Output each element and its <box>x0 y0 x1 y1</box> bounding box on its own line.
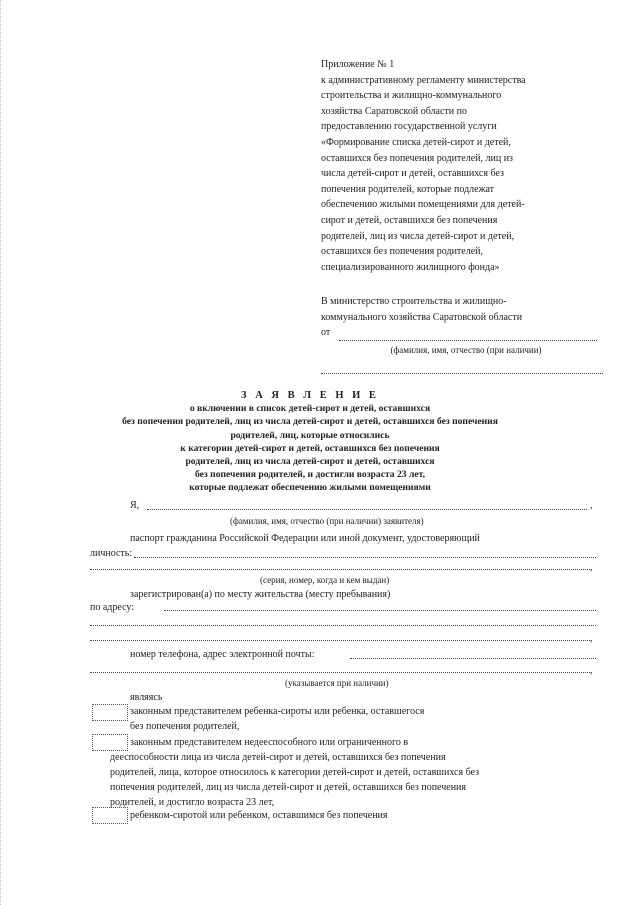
annex-line: числа детей-сирот и детей, оставшихся без <box>321 168 504 180</box>
option2-text: законным представителем недееспособного или ограниченного в <box>130 737 409 748</box>
registered-text: зарегистрирован(а) по месту жительства (месту пребывания) <box>130 589 391 600</box>
option2-checkbox[interactable] <box>92 734 128 751</box>
annex-line: предоставлению государственной услуги <box>321 121 497 133</box>
title-line: З А Я В Л Е Н И Е <box>241 390 379 401</box>
title-line: родителей, лиц из числа детей-сирот и детей, оставшихся <box>185 456 435 468</box>
ya-label: Я, <box>130 500 140 511</box>
being-text: являясь <box>130 692 163 703</box>
annex-line: «Формирование списка детей-сирот и детей, <box>321 136 511 148</box>
passport-field-1[interactable] <box>134 557 596 558</box>
annex-line: оставшихся без попечения родителей, лиц из <box>321 152 514 164</box>
phone-field-2[interactable] <box>90 672 590 673</box>
annex-line: родителей, лиц из числа детей-сирот и детей, <box>321 230 515 242</box>
addressee-caption: (фамилия, имя, отчество (при наличии) <box>390 344 542 355</box>
option2-text-2: дееспособности лица из числа детей-сирот и детей, оставшихся без попечения <box>110 752 446 763</box>
annex-line: специализированного жилищного фонда» <box>321 261 500 273</box>
address-field-2[interactable] <box>90 625 596 626</box>
title-line: без попечения родителей, и достигли возраста 23 лет, <box>195 469 425 481</box>
passport-text-2: личность: <box>90 548 133 559</box>
addressee-line: коммунального хозяйства Саратовской области <box>321 311 523 323</box>
option2-text-3: родителей, лица, которое относилось к категории детей-сирот и детей, оставшихся без <box>110 767 480 778</box>
annex-line: оставшихся без попечения родителей, <box>321 246 484 258</box>
annex-line: сирот и детей, оставшихся без попечения <box>321 214 498 226</box>
annex-line: строительства и жилищно-коммунального <box>321 90 502 102</box>
registered-text-2: по адресу: <box>90 602 135 613</box>
annex-line: к административному регламенту министерства <box>321 74 526 86</box>
addressee-extra-field[interactable] <box>321 365 603 374</box>
address-field-1[interactable] <box>164 610 596 611</box>
annex-line: обеспечению жилыми помещениями для детей- <box>321 199 525 211</box>
fio-caption: (фамилия, имя, отчество (при наличии) заявителя) <box>230 516 424 526</box>
phone-text: номер телефона, адрес электронной почты: <box>130 649 315 660</box>
passport-text: паспорт гражданина Российской Федерации или иной документ, удостоверяющий <box>130 533 480 544</box>
document-title <box>100 389 520 495</box>
option3-checkbox[interactable] <box>92 807 128 824</box>
passport-caption: (серия, номер, когда и кем выдан) <box>260 575 390 585</box>
option2-text-4: попечения родителей, лиц из числа детей-сирот и детей, оставшихся без попечения <box>110 782 467 793</box>
phone-field-1[interactable] <box>350 658 596 659</box>
annex-line: хозяйства Саратовской области по <box>321 105 467 117</box>
addressee-from-label: от <box>321 327 331 338</box>
annex-line: попечения родителей, которые подлежат <box>321 183 495 195</box>
option2-text-5: родителей, и достигло возраста 23 лет, <box>110 797 275 808</box>
annex-line: Приложение № 1 <box>321 59 395 70</box>
applicant-name-field[interactable] <box>147 509 587 510</box>
passport-field-2[interactable] <box>90 569 590 570</box>
option1-text: законным представителем ребенка-сироты или ребенка, оставшегося <box>130 706 425 717</box>
phone-caption: (указывается при наличии) <box>285 678 389 688</box>
option1-checkbox[interactable] <box>92 704 128 721</box>
addressee-line: В министерство строительства и жилищно- <box>321 296 507 307</box>
title-line: о включении в список детей-сирот и детей, оставшихся <box>189 403 431 415</box>
address-field-3[interactable] <box>90 640 590 641</box>
title-line: родителей, лиц, которые относились <box>230 429 390 441</box>
annex-header <box>321 57 611 275</box>
addressee-name-field[interactable] <box>339 328 597 341</box>
title-line: которые подлежат обеспечению жилыми помещениями <box>189 482 431 494</box>
addressee-from-row <box>321 325 611 341</box>
title-line: без попечения родителей, лиц из числа детей-сирот и детей, оставшихся без попечения <box>122 416 498 428</box>
page-edge <box>0 0 4 905</box>
comma: , <box>590 562 593 573</box>
title-line: к категории детей-сирот и детей, оставшихся без попечения <box>180 442 440 454</box>
option1-text-2: без попечения родителей, <box>130 721 240 732</box>
comma: , <box>590 500 593 511</box>
comma: , <box>590 633 593 644</box>
option3-text: ребенком-сиротой или ребенком, оставшимся без попечения <box>130 810 388 821</box>
addressee-block <box>321 294 611 374</box>
comma: , <box>590 665 593 676</box>
